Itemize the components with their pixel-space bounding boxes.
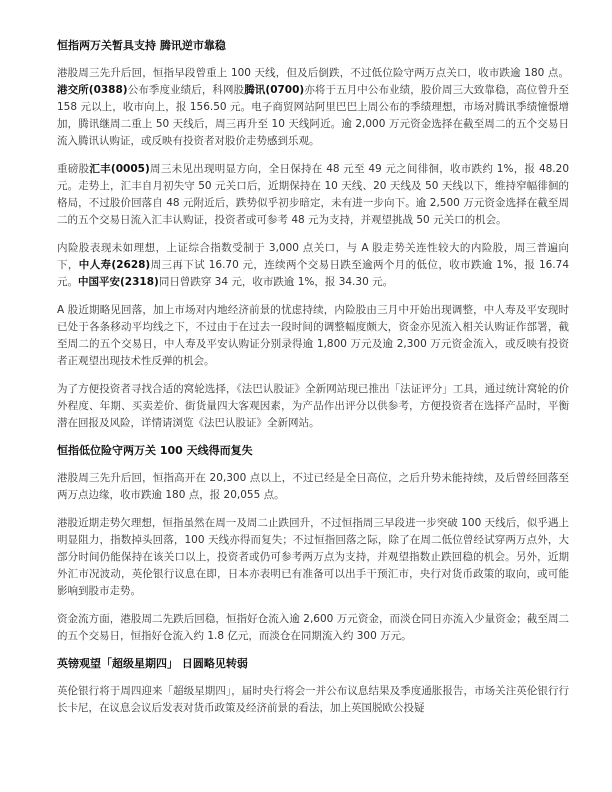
article-section [57, 656, 569, 717]
section-heading: 恒指低位险守两万关 100 天线得而复失 [57, 444, 253, 457]
paragraph-text: 内险股表现未如理想，上证综合指数受制于 3,000 点关口，与 A 股走势关连性较大的内险股，周三普遍向下， [57, 242, 569, 271]
paragraph [57, 470, 569, 504]
paragraph-text: 港股近期走势欠理想，恒指虽然在周一及周二止跌回升，不过恒指周三早段进一步突破 100 天线后，似乎遇上明显阻力，指数掉头回落，100 天线亦得而复失；不过恒指回落之际，除了在周二低位曾经试穿两万点外，大部分时间仍能保持在该关口以上，投资者或仍可参考两万点为支持，并观望指数止跌回稳的机会。另外，近期外汇市况波动，英伦银行议息在即，日本亦表明已有准备可以出手干预汇市，央行对货币政策的取向，或可能影响到股市走势。 [57, 517, 569, 597]
section-heading: 恒指两万关暂具支持 腾讯逆市靠稳 [57, 39, 226, 52]
stock-name: 中国平安(2318) [78, 276, 159, 288]
paragraph-text: 资金流方面，港股周二先跌后回稳，恒指好仓流入逾 2,600 万元资金，而淡仓同日亦流入少量资金；截至周二的五个交易日，恒指好仓流入约 1.8 亿元，而淡仓在同期流入约 300 万元。 [57, 613, 569, 642]
paragraph [57, 161, 569, 229]
paragraph-text: A 股近期略见回落，加上市场对内地经济前景的忧虑持续，内险股由三月中开始出现调整，中人寿及平安现时已处于各条移动平均线之下，不过由于在过去一段时间的调整幅度颇大，资金亦见流入相关认购证作部署，截至周二的五个交易日，中人寿及平安认购证分别录得逾 1,800 万元及逾 2,300 万元资金流入，或反映有投资者正观望出现技术性反弹的机会。 [57, 304, 569, 367]
paragraph [57, 683, 569, 717]
paragraph-text: 港股周三先升后回，恒指高开在 20,300 点以上，不过已经是全日高位，之后升势未能持续，及后曾经回落至两万点边缘，收市跌逾 180 点，报 20,055 点。 [57, 472, 569, 501]
article-section [57, 38, 569, 432]
paragraph [57, 302, 569, 370]
paragraph [57, 240, 569, 291]
paragraph-text: 为了方便投资者寻找合适的窝轮选择，《法巴认股证》全新网站现已推出「法证评分」工具，通过统计窝轮的价外程度、年期、买卖差价、街货量四大客观因素，为产品作出评分以供参考，方便投资者在选择产品时，平衡潜在回报及风险，详情请浏览《法巴认股证》全新网站。 [57, 383, 569, 429]
paragraph-text: 周三再下试 16.70 元，连续两个交易日跌至逾两个月的低位，收市跌逾 1%，报 16.74 元。 [57, 259, 569, 288]
paragraph-text: 港股周三先升后回，恒指早段曾重上 100 天线，但及后倒跌，不过低位险守两万点关口，收市跌逾 180 点。 [57, 67, 569, 79]
stock-name: 港交所(0388) [57, 84, 128, 96]
paragraph-text: 英伦银行将于周四迎来「超级星期四」，届时央行将会一并公布议息结果及季度通胀报告，市场关注英伦银行行长卡尼，在议息会议后发表对货币政策及经济前景的看法，加上英国脱欧公投疑 [57, 685, 569, 714]
article [57, 38, 569, 728]
paragraph-text: 同日曾跌穿 34 元，收市跌逾 1%，报 34.30 元。 [158, 276, 394, 288]
paragraph [57, 381, 569, 432]
paragraph [57, 515, 569, 600]
paragraph-text: 周三未见出现明显方向，全日保持在 48 元至 49 元之间徘徊，收市跌约 1%，报 48.20 元。走势上，汇丰自月初失守 50 元关口后，近期保持在 10 天线、20 天线及 50 天线以下，维持窄幅徘徊的格局，不过股价回落自 48 元附近后，跌势似乎初步暗定，未有进一步向下。逾 2,500 万元资金选择在截至周二的五个交易日流入汇丰认购证，投资者或可参考 48 元为支持，并观望挑战 50 元关口的机会。 [57, 163, 569, 226]
article-section [57, 443, 569, 645]
paragraph [57, 611, 569, 645]
paragraph-text: 重磅股 [57, 163, 90, 175]
stock-name: 腾讯(0700) [244, 84, 305, 96]
stock-name: 汇丰(0005) [89, 163, 150, 175]
paragraph [57, 65, 569, 150]
stock-name: 中人寿(2628) [78, 259, 151, 271]
paragraph-text: 公布季度业绩后，科网股 [127, 84, 245, 96]
paragraph-text: 亦将于五月中公布业绩，股价周三大致靠稳，高位曾升至 158 元以上，收市向上，报 156.50 元。电子商贸网站阿里巴巴上周公布的季绩理想，市场对腾讯季绩憧憬增加，腾讯继周二重上 50 天线后，周三再升至 10 天线阿近。逾 2,000 万元资金选择在截至周二的五个交易日流入腾讯认购证，或反映有投资者对股价走势感到乐观。 [57, 84, 570, 147]
section-heading: 英镑观望「超级星期四」 日圆略见转弱 [57, 657, 248, 670]
